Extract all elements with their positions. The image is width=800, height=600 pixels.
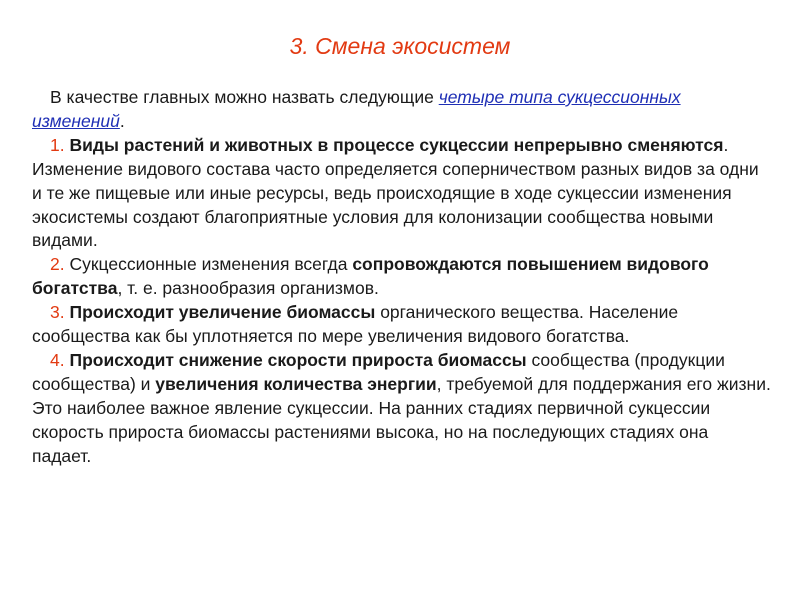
- item-text: органического вещества. Население сообщества как бы уплотняется по мере увеличения видового богатства.: [32, 302, 679, 347]
- item-bold-text: Виды растений и животных в процессе сукцессии непрерывно сменяются: [69, 134, 724, 155]
- item-number: 4.: [50, 349, 65, 370]
- intro-end: .: [119, 110, 125, 131]
- item-text: , т. е. разнообразия организмов.: [117, 278, 379, 299]
- item-number: 2.: [50, 254, 65, 275]
- list-item-1: [32, 134, 772, 254]
- slide-body: [32, 86, 772, 469]
- slide-title: 3. Смена экосистем: [289, 33, 511, 59]
- item-text: сообщества (продукции сообщества) и: [32, 349, 725, 394]
- list-item-2: [32, 253, 772, 301]
- intro-paragraph: [32, 86, 772, 134]
- item-number: 1.: [50, 134, 65, 155]
- item-text: , требуемой для поддержания его жизни. Это наиболее важное явление сукцессии. На ранних стадиях первичной сукцессии скорость прироста биомассы растениями высока, но на последующих стадиях она падает.: [32, 373, 771, 466]
- item-bold-text: Происходит снижение скорости прироста биомассы: [69, 349, 527, 370]
- item-number: 3.: [50, 302, 65, 323]
- item-bold-text: увеличения количества энергии: [155, 373, 437, 394]
- item-bold-text: сопровождаются повышением видового богатства: [32, 254, 709, 299]
- list-item-3: [32, 301, 772, 349]
- item-text: . Изменение видового состава часто определяется соперничеством разных видов за одни и те же пищевые или иные ресурсы, ведь происходящие в ходе сукцессии изменения экосистемы создают благоприятные условия для колонизации сообщества новыми видами.: [32, 134, 759, 251]
- succession-types-link[interactable]: четыре типа сукцессионных изменений: [32, 87, 681, 131]
- item-text: Сукцессионные изменения всегда: [69, 254, 353, 275]
- intro-text: В качестве главных можно назвать следующие: [50, 87, 439, 107]
- item-bold-text: Происходит увеличение биомассы: [69, 302, 376, 323]
- list-item-4: [32, 349, 772, 469]
